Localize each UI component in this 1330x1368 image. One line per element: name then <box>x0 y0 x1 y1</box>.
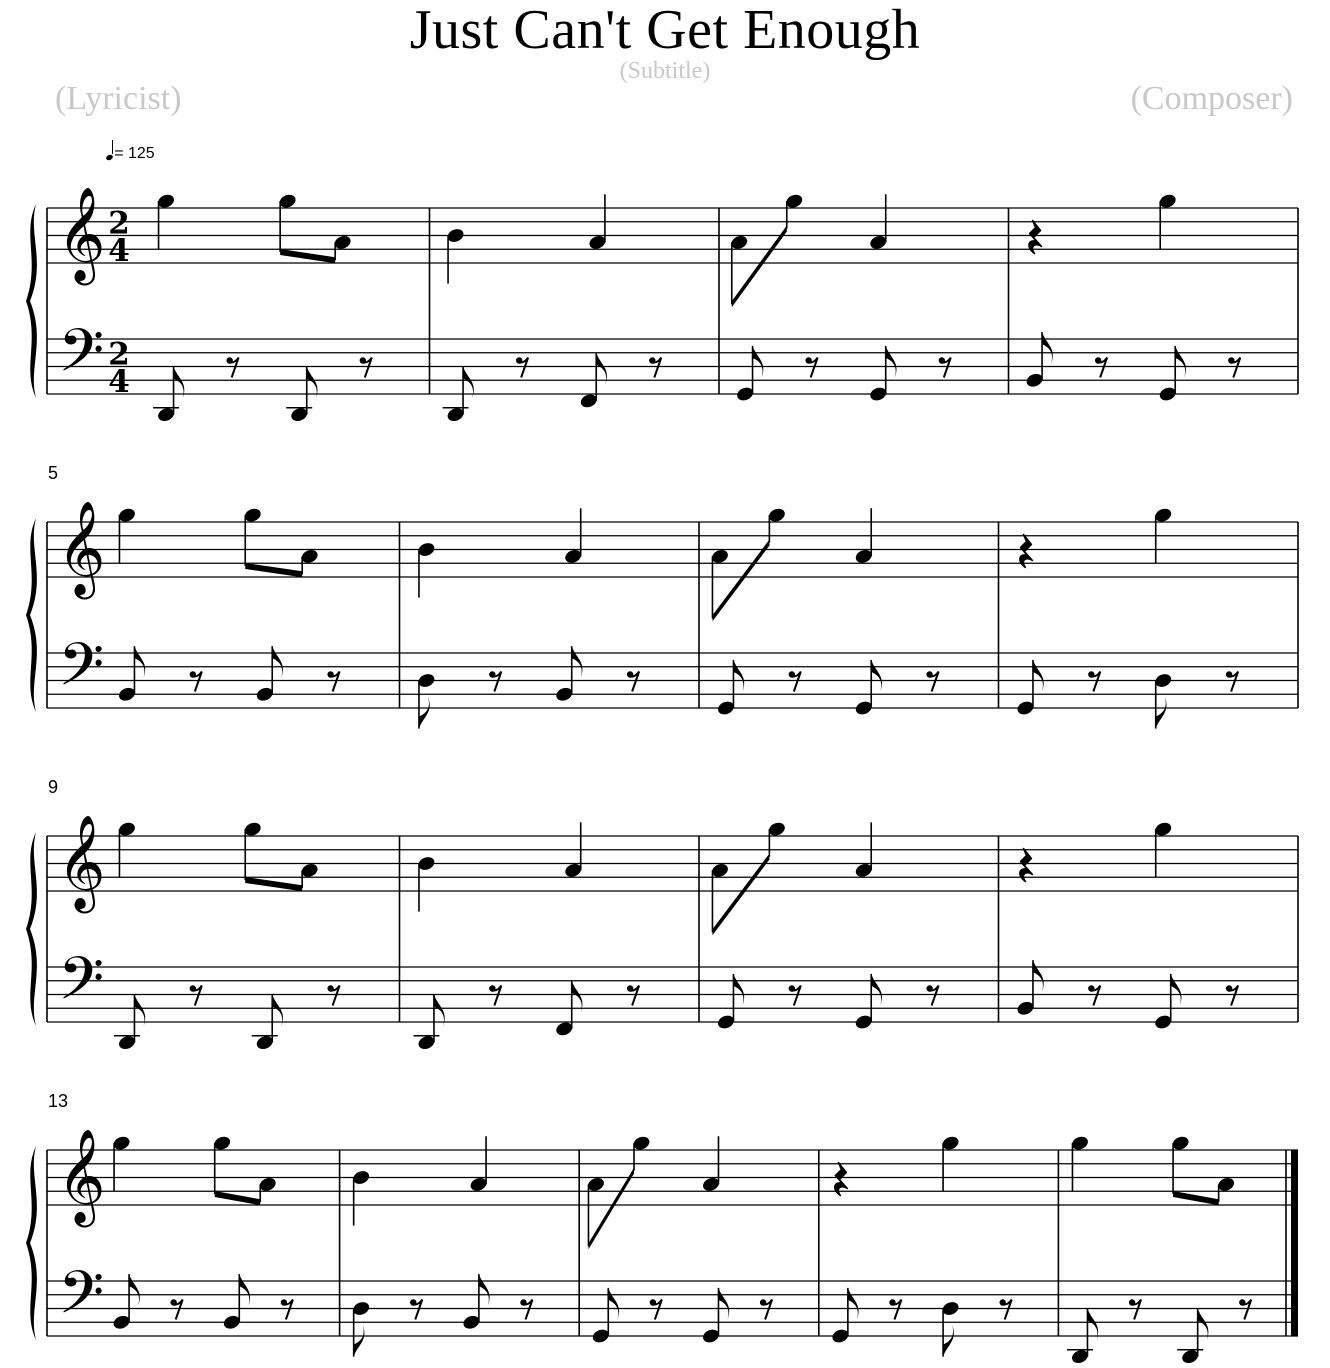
treble-clef: 𝄞 <box>57 1128 106 1224</box>
bass-note-13-flag <box>129 1274 140 1306</box>
bass-note-3-flag <box>753 346 764 378</box>
bass-note-12-flag <box>1033 960 1044 992</box>
measure-number-system-4: 13 <box>48 1091 69 1111</box>
bass-note-14-flag <box>354 1325 365 1357</box>
treble-quarter-rest <box>1020 849 1033 882</box>
measure-number-system-2: 5 <box>48 463 59 483</box>
system-4 <box>47 1128 1298 1341</box>
bass-note-15-flag <box>608 1288 619 1320</box>
bass-note-6-flag <box>572 646 583 678</box>
bass-clef: 𝄢 <box>58 315 105 400</box>
bass-note-7-flag <box>871 660 882 692</box>
bass-note-16-flag <box>943 1325 954 1357</box>
lyricist-credit: (Lyricist) <box>55 80 182 117</box>
final-barline-thick <box>1291 1150 1298 1336</box>
measure-number-system-3: 9 <box>48 777 59 797</box>
system-2 <box>47 500 1298 713</box>
bass-note-16-flag <box>848 1288 859 1320</box>
bass-note-4-flag <box>1175 346 1186 378</box>
brace <box>26 518 37 712</box>
treble-quarter-rest <box>1029 221 1042 254</box>
composer-credit: (Composer) <box>1130 80 1293 117</box>
bass-note-13-flag <box>239 1274 250 1306</box>
brace <box>26 204 37 398</box>
bass-clef: 𝄢 <box>58 943 105 1028</box>
treble-quarter-rest <box>1020 535 1033 568</box>
bass-note-11-flag <box>733 974 744 1006</box>
bass-note-5-flag <box>272 646 283 678</box>
bass-note-12-flag <box>1171 974 1182 1006</box>
treble-beam <box>280 249 335 263</box>
bass-note-8-flag <box>1156 697 1167 729</box>
treble-clef: 𝄞 <box>57 186 106 282</box>
treble-beam <box>245 877 302 891</box>
system-3 <box>47 814 1298 1027</box>
treble-beam <box>215 1191 261 1205</box>
bass-note-5-flag <box>134 646 145 678</box>
treble-quarter-rest <box>835 1163 848 1196</box>
time-signature-lower: 4 <box>108 364 130 400</box>
score-title: Just Can't Get Enough <box>409 0 921 61</box>
time-signature-upper: 2 <box>108 205 130 242</box>
brace <box>26 832 37 1026</box>
treble-clef: 𝄞 <box>57 814 106 910</box>
bass-note-8-flag <box>1033 660 1044 692</box>
bass-note-4-flag <box>1042 332 1053 364</box>
treble-beam <box>1173 1191 1219 1205</box>
bass-note-11-flag <box>871 974 882 1006</box>
treble-clef: 𝄞 <box>57 500 106 596</box>
bass-note-3-flag <box>886 346 897 378</box>
bass-note-14-flag <box>479 1274 490 1306</box>
bass-note-6-flag <box>419 697 430 729</box>
bass-note-7-flag <box>733 660 744 692</box>
bass-clef: 𝄢 <box>58 629 105 714</box>
time-signature-upper: 2 <box>108 336 130 373</box>
treble-beam <box>245 563 302 577</box>
bass-clef: 𝄢 <box>58 1257 105 1342</box>
bass-note-15-flag <box>718 1288 729 1320</box>
time-signature-lower: 4 <box>108 233 130 269</box>
score-subtitle: (Subtitle) <box>619 58 711 84</box>
tempo-value: = 125 <box>114 145 155 162</box>
brace <box>26 1146 37 1340</box>
